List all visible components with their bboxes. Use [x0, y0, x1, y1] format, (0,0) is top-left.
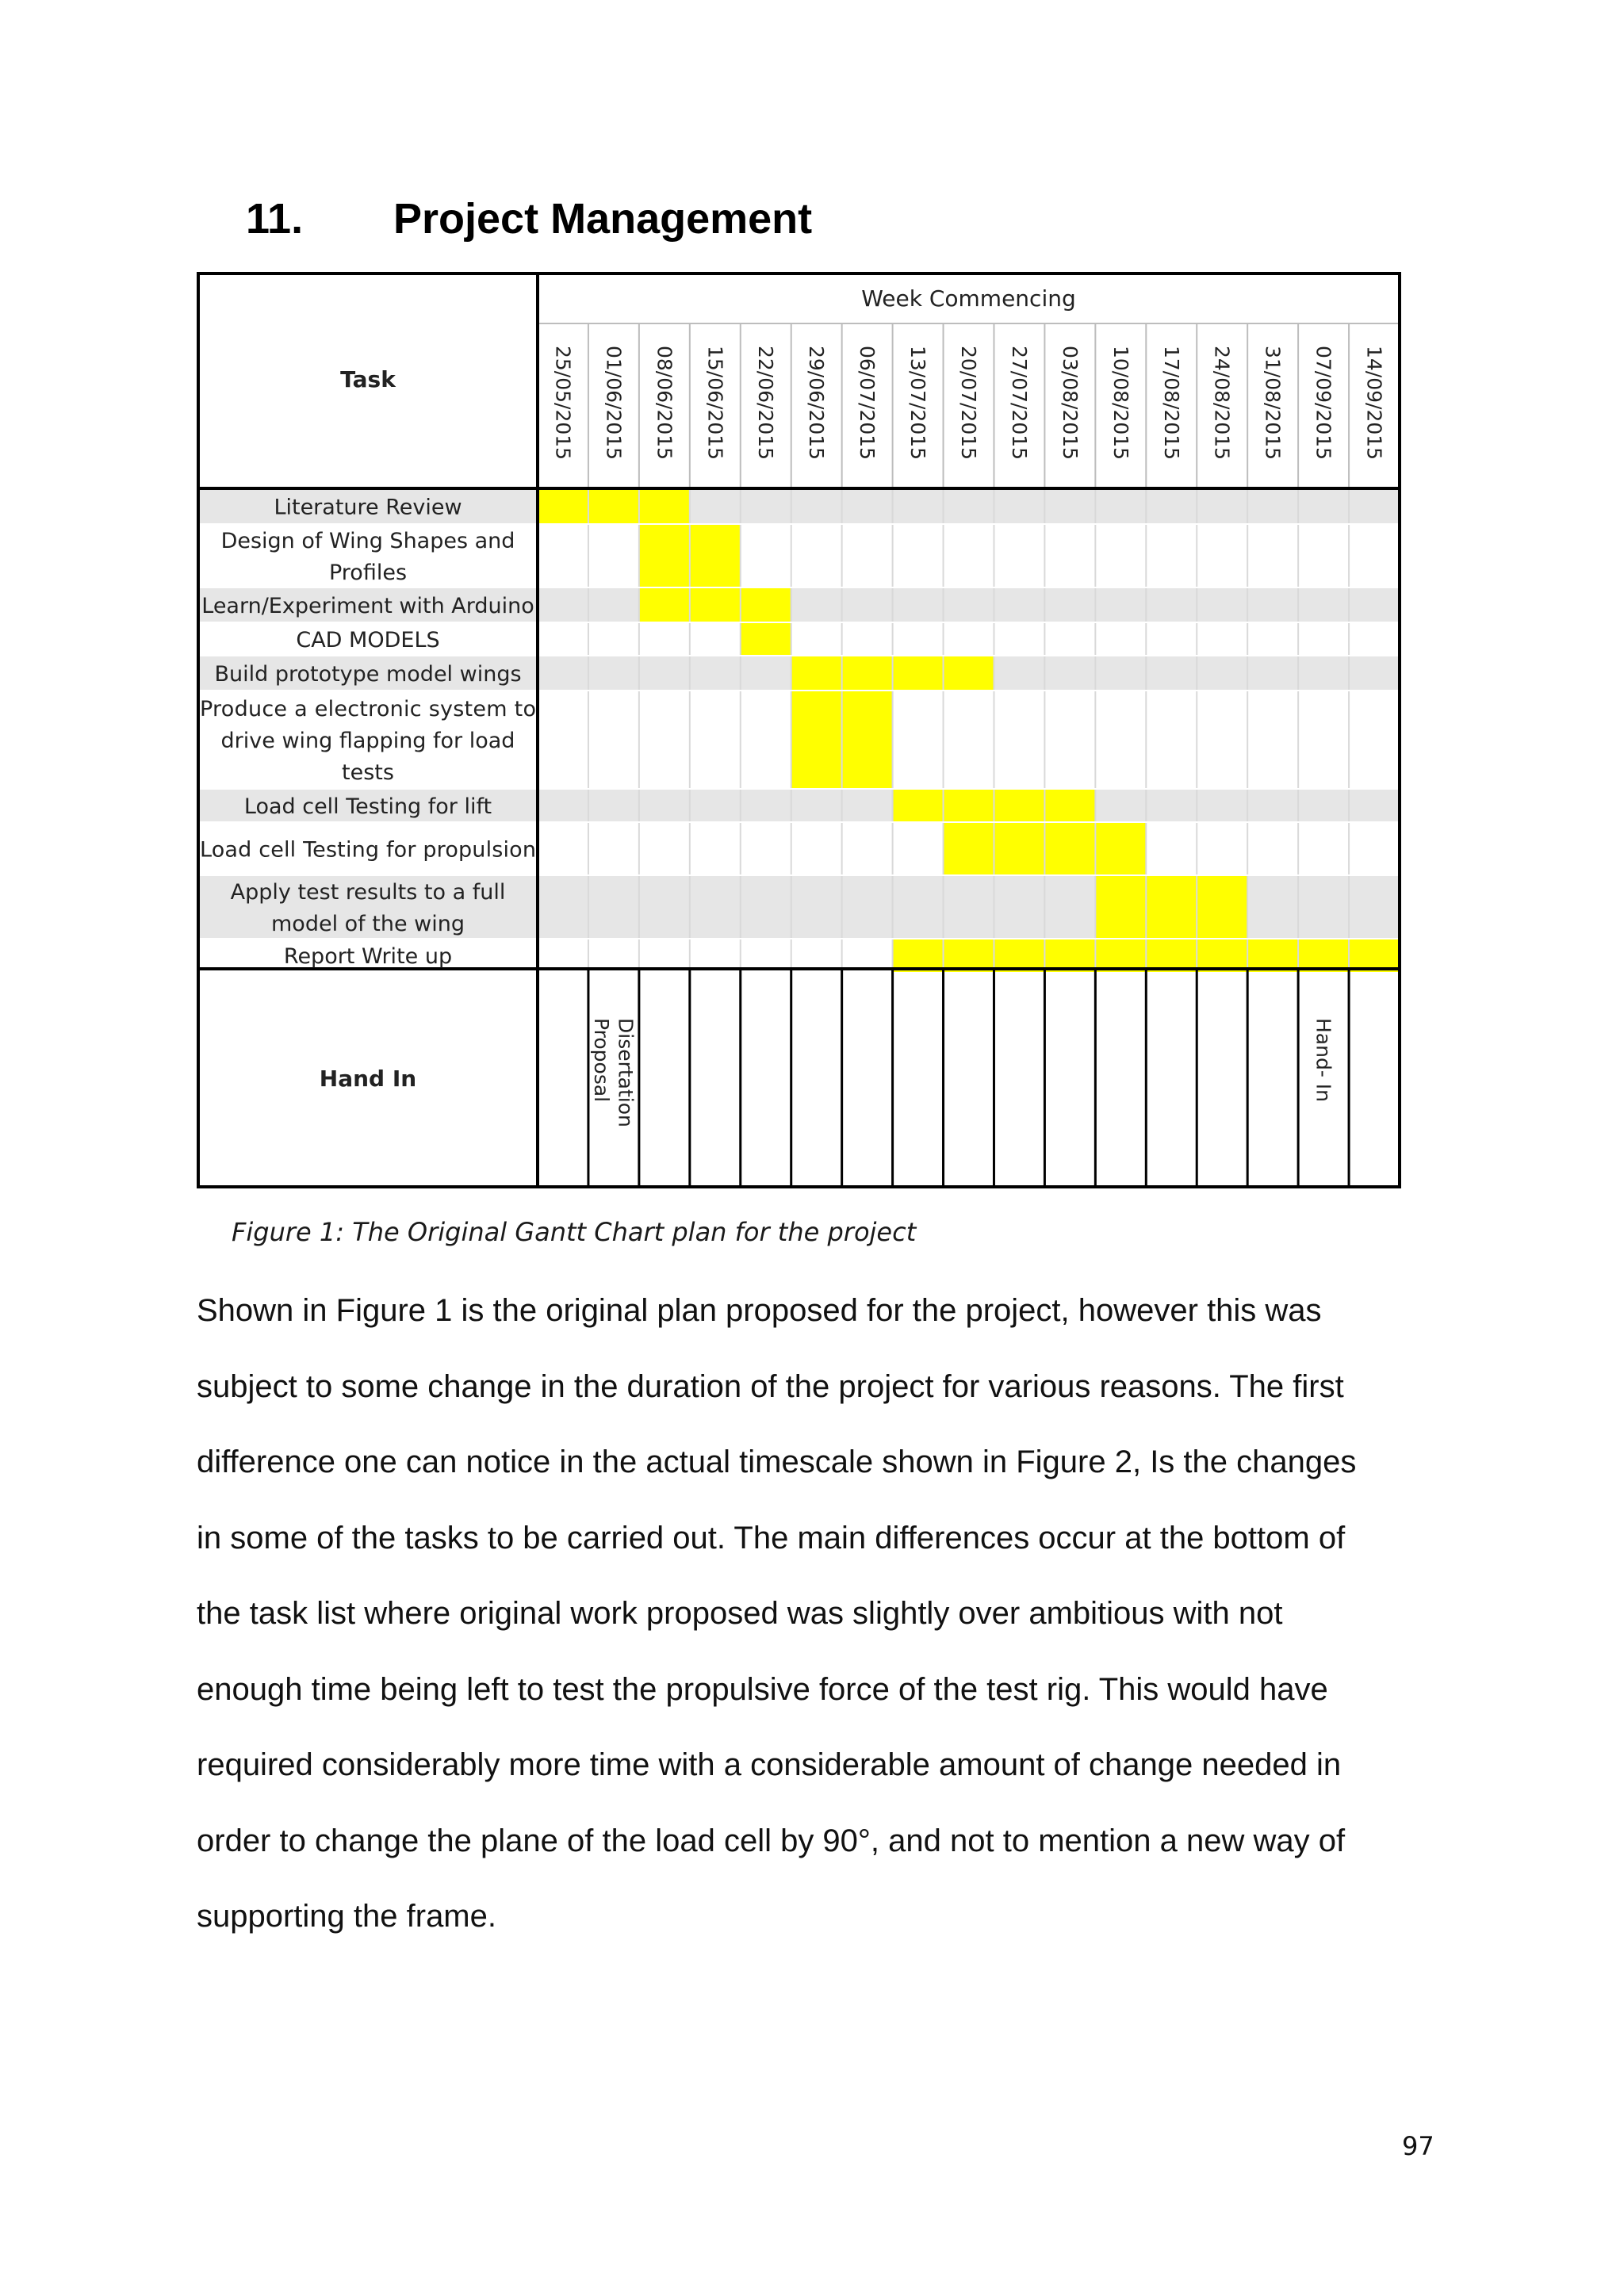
week-label: 13/07/2015	[906, 346, 930, 461]
week-label: 06/07/2015	[856, 346, 879, 461]
task-label: Profiles	[328, 561, 408, 585]
week-label: 25/05/2015	[551, 346, 575, 461]
paragraph-line: difference one can notice in the actual timescale shown in Figure 2, Is the changes	[197, 1445, 1357, 1479]
task-label: Build prototype model wings	[214, 662, 522, 687]
handin-label: Proposal	[590, 1018, 614, 1103]
handin-label: Hand- In	[1312, 1018, 1335, 1103]
week-label: 08/06/2015	[653, 346, 676, 461]
task-label: Design of Wing Shapes and	[220, 529, 515, 553]
week-label: 22/06/2015	[754, 346, 778, 461]
paragraph-line: required considerably more time with a considerable amount of change needed in	[197, 1747, 1342, 1782]
week-label: 10/08/2015	[1109, 346, 1132, 461]
paragraph-line: the task list where original work proposed was slightly over ambitious with not	[197, 1596, 1283, 1631]
task-label: Report Write up	[283, 944, 453, 969]
paragraph-line: supporting the frame.	[197, 1899, 496, 1934]
week-commencing-label: Week Commencing	[861, 285, 1076, 312]
week-label: 15/06/2015	[703, 346, 727, 461]
week-label: 01/06/2015	[602, 346, 626, 461]
task-bar	[1095, 875, 1247, 939]
paragraph-line: subject to some change in the duration of the project for various reasons. The first	[197, 1368, 1344, 1404]
task-label: Produce a electronic system to	[200, 697, 536, 721]
paragraph-line: in some of the tasks to be carried out. The main differences occur at the bottom of	[197, 1520, 1346, 1556]
task-label: CAD MODELS	[296, 628, 440, 652]
body-paragraph	[197, 1283, 1402, 1965]
week-label: 24/08/2015	[1210, 346, 1234, 461]
task-label: Load cell Testing for propulsion	[200, 837, 536, 863]
task-bar	[538, 488, 690, 524]
week-label: 27/07/2015	[1007, 346, 1031, 461]
task-label: tests	[342, 760, 394, 785]
task-bar	[741, 622, 791, 656]
week-label: 29/06/2015	[805, 346, 829, 461]
task-label: Apply test results to a full	[230, 880, 506, 905]
task-label: model of the wing	[271, 912, 465, 936]
week-label: 20/07/2015	[957, 346, 980, 461]
section-number: 11.	[246, 195, 304, 243]
paragraph-line: order to change the plane of the load cell by 90°, and not to mention a new way of	[197, 1823, 1346, 1858]
week-label: 03/08/2015	[1058, 346, 1082, 461]
task-bar	[639, 587, 791, 622]
task-header-label: Task	[340, 366, 396, 392]
week-label: 17/08/2015	[1159, 346, 1183, 461]
figure-caption: Figure 1: The Original Gantt Chart plan for the project	[232, 1217, 917, 1247]
handin-label: Disertation	[614, 1018, 638, 1127]
task-label: Load cell Testing for lift	[243, 794, 492, 819]
week-label: 07/09/2015	[1312, 346, 1335, 461]
task-label: Learn/Experiment with Arduino	[201, 594, 534, 618]
paragraph-line: enough time being left to test the propulsive force of the test rig. This would have	[197, 1671, 1328, 1707]
task-label: Literature Review	[274, 495, 462, 520]
task-label: drive wing flapping for load	[220, 729, 515, 753]
week-label: 31/08/2015	[1261, 346, 1285, 461]
week-label: 14/09/2015	[1362, 346, 1386, 461]
section-title: Project Management	[393, 195, 813, 243]
page-number: 97	[1402, 2131, 1434, 2161]
handin-header-label: Hand In	[319, 1066, 417, 1092]
paragraph-line: Shown in Figure 1 is the original plan proposed for the project, however this was	[197, 1293, 1322, 1328]
